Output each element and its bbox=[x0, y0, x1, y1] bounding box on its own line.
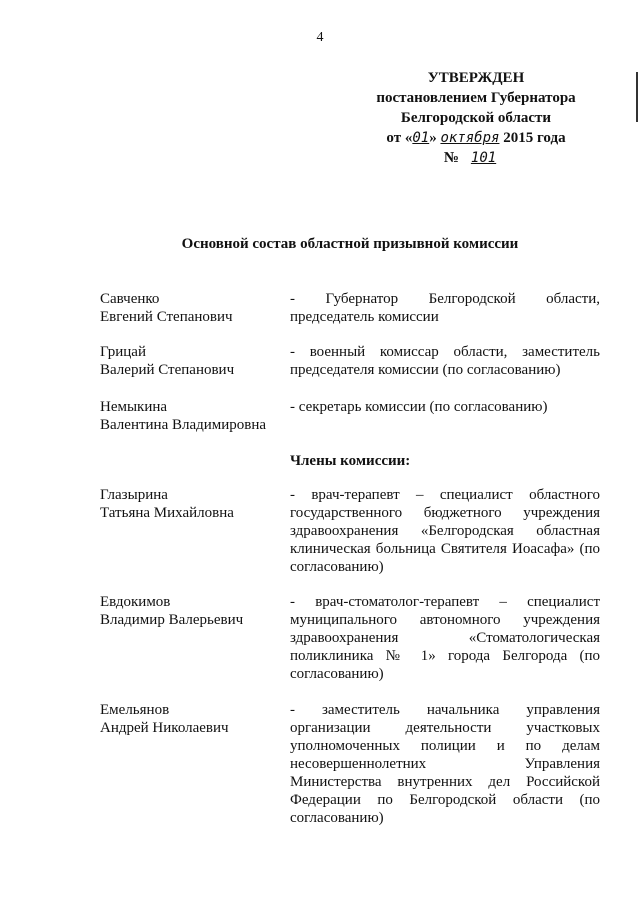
person-role: - врач-терапевт – специалист областного государственного бюджетного учреждения здравоохранения «Белгородская областная клиническая больница Святителя Иоасафа» (по согласованию) bbox=[290, 487, 600, 575]
person-role: - военный комиссар области, заместитель председателя комиссии (по согласованию) bbox=[290, 344, 600, 378]
person-surname: Емельянов bbox=[100, 702, 170, 718]
approval-line-2: Белгородской области bbox=[400, 110, 552, 126]
person-role: - секретарь комиссии (по согласованию) bbox=[290, 399, 548, 415]
members-heading: Члены комиссии: bbox=[290, 453, 411, 469]
person-surname: Грицай bbox=[100, 344, 146, 360]
person-given-names: Валерий Степанович bbox=[100, 362, 235, 378]
person-role: - Губернатор Белгородской области, председатель комиссии bbox=[290, 291, 600, 325]
person-surname: Евдокимов bbox=[100, 594, 171, 610]
document-title: Основной состав областной призывной комиссии bbox=[181, 236, 519, 252]
person-surname: Савченко bbox=[100, 291, 160, 307]
person-given-names: Татьяна Михайловна bbox=[100, 505, 234, 521]
date-day: 01 bbox=[412, 130, 430, 146]
person-surname: Глазырина bbox=[100, 487, 168, 503]
date-month: октября bbox=[440, 130, 500, 146]
approval-line-1: постановлением Губернатора bbox=[376, 90, 576, 106]
margin-mark bbox=[636, 72, 638, 122]
person-role: - врач-стоматолог-терапевт – специалист муниципального автономного учреждения здравоохранения «Стоматологическая поликлиника № 1» города Белгорода (по согласованию) bbox=[290, 594, 600, 682]
number-value: 101 bbox=[470, 150, 497, 166]
person-given-names: Владимир Валерьевич bbox=[100, 612, 244, 628]
person-surname: Немыкина bbox=[100, 399, 168, 415]
person-given-names: Андрей Николаевич bbox=[100, 720, 229, 736]
approval-heading: УТВЕРЖДЕН bbox=[427, 70, 525, 86]
approval-number: № 101 bbox=[366, 148, 586, 168]
person-role: - заместитель начальника управления организации деятельности участковых уполномоченных полиции и по делам несовершеннолетних Управления Министерства внутренних дел Российской Федерации по Белгородской области (по согласованию) bbox=[290, 702, 600, 826]
page-number: 4 bbox=[316, 30, 324, 45]
person-given-names: Евгений Степанович bbox=[100, 309, 233, 325]
approval-date: от «01» октября 2015 года bbox=[386, 130, 566, 146]
approval-block bbox=[366, 68, 586, 168]
person-given-names: Валентина Владимировна bbox=[100, 417, 267, 433]
